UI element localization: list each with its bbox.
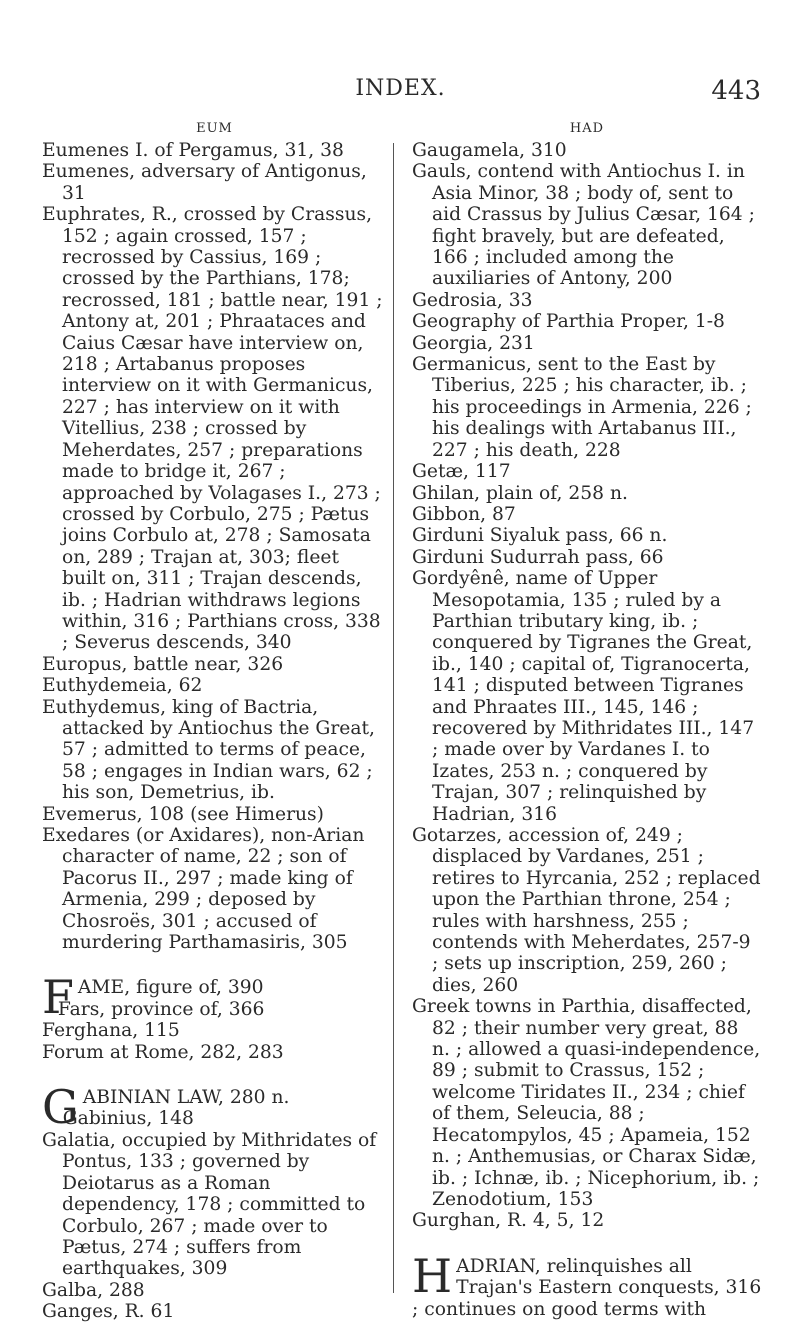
index-entry: Geography of Parthia Proper, 1-8 (412, 311, 725, 333)
column-divider (393, 143, 394, 1293)
index-entry: Euphrates, R., crossed by Crassus, 152 ; again crossed, 157 ; recrossed by Cassius, 169 ; crossed by the Parthians, 178; recrossed, 181 ; battle near, 191 ; Antony at, 201 ; Phraataces and Caius Cæsar have interview on, 218 ; Artabanus proposes interview on it with Germanicus, 227 ; has interview on it with Vitellius, 238 ; crossed by Meherdates, 257 ; preparations made to bridge it, 267 ; approached by Volagases I., 273 ; crossed by Corbulo, 275 ; Pætus joins Corbulo at, 278 ; Samosata on, 289 ; Trajan at, 303; fleet built on, 311 ; Trajan descends, ib. ; Hadrian withdraws legions within, 316 ; Parthians cross, 338 ; Severus descends, 340 (42, 204, 383, 654)
page-title: INDEX. (355, 76, 446, 101)
index-entry: Ghilan, plain of, 258 n. (412, 482, 628, 504)
index-entry: Gaugamela, 310 (412, 140, 567, 161)
drop-cap-h: H (412, 1248, 453, 1303)
right-column (412, 118, 762, 1320)
index-entry: Getæ, 117 (412, 461, 511, 483)
drop-cap-f: F (42, 970, 74, 1025)
index-entry: Ganges, R. 61 (42, 1301, 175, 1323)
index-entry: Gordyênê, name of Upper Mesopotamia, 135 ; ruled by a Parthian tributary king, ib. ; conquered by Tigranes the Great, ib., 140 ; capital of, Tigranocerta, 141 ; disputed between Tigranes and Phraates III., 145, 146 ; recovered by Mithridates III., 147 ; made over by Vardanes I. to Izates, 253 n. ; conquered by Trajan, 307 ; relinquished by Hadrian, 316 (412, 568, 755, 825)
page-header (40, 76, 761, 112)
index-entry: Euthydemeia, 62 (42, 675, 203, 697)
index-entry: Greek towns in Parthia, disaffected, 82 ; their number very great, 88 n. ; allowed a quasi-independence, 89 ; submit to Crassus, 152 ; welcome Tiridates II., 234 ; chief of them, Seleucia, 88 ; Hecatompylos, 45 ; Apameia, 152 n. ; Anthemusias, or Charax Sidæ, ib. ; Ichnæ, ib. ; Nicephorium, ib. ; Zenodotium, 153 (412, 996, 761, 1210)
index-entry: Ferghana, 115 (42, 1020, 180, 1042)
index-entry: Eumenes I. of Pergamus, 31, 38 (42, 140, 344, 161)
left-running-head: EUM (196, 121, 233, 136)
index-entry: Georgia, 231 (412, 332, 535, 354)
index-entry: Galba, 288 (42, 1279, 145, 1301)
index-entry: Euthydemus, king of Bactria, attacked by Antiochus the Great, 57 ; admitted to terms of peace, 58 ; engages in Indian wars, 62 ; his son, Demetrius, ib. (42, 696, 375, 804)
index-entry: Gotarzes, accession of, 249 ; displaced by Vardanes, 251 ; retires to Hyrcania, 252 ; replaced upon the Parthian throne, 254 ; rules with harshness, 255 ; contends with Meherdates, 257-9 ; sets up inscription, 259, 260 ; dies, 260 (412, 825, 761, 996)
index-entry: Gabinius, 148 (62, 1108, 194, 1130)
right-running-head: HAD (569, 121, 605, 136)
index-entry: Galatia, occupied by Mithridates of Pontus, 133 ; governed by Deiotarus as a Roman dependency, 178 ; committed to Corbulo, 267 ; made over to Pætus, 274 ; suffers from earthquakes, 309 (42, 1129, 377, 1280)
index-entry: Girduni Sudurrah pass, 66 (412, 546, 664, 568)
index-entry: Girduni Siyaluk pass, 66 n. (412, 525, 668, 547)
index-entry: Evemerus, 108 (see Himerus) (42, 803, 324, 825)
index-entry: Eumenes, adversary of Antigonus, 31 (42, 161, 367, 204)
index-entry: Forum at Rome, 282, 283 (42, 1041, 284, 1063)
left-column (42, 118, 387, 1323)
index-entry: Fars, province of, 366 (57, 998, 265, 1020)
drop-cap-g: G (42, 1080, 79, 1135)
page-number: 443 (711, 76, 761, 106)
section-f-first-text: AME, figure of, 390 (77, 977, 264, 999)
index-entry: Exedares (or Axidares), non-Arian character of name, 22 ; son of Pacorus II., 297 ; made king of Armenia, 299 ; deposed by Chosroës, 301 ; accused of murdering Parthamasiris, 305 (42, 825, 365, 954)
section-h-first-entry (412, 1248, 762, 1320)
index-entry: Gedrosia, 33 (412, 289, 533, 311)
section-h-first-text: ADRIAN, relinquishes all Trajan's Eastern conquests, 316 ; continues on good terms with (412, 1255, 762, 1320)
index-entry: Gauls, contend with Antiochus I. in Asia Minor, 38 ; body of, sent to aid Crassus by Julius Cæsar, 164 ; fight bravely, but are defeated, 166 ; included among the auxiliaries of Antony, 200 (412, 161, 755, 290)
section-g-first-text: ABINIAN LAW, 280 n. (82, 1087, 290, 1109)
index-entry: Gibbon, 87 (412, 503, 516, 525)
index-entry: Germanicus, sent to the East by Tiberius, 225 ; his character, ib. ; his proceedings in Armenia, 226 ; his dealings with Artabanus III., 227 ; his death, 228 (412, 354, 752, 461)
index-entry: Gurghan, R. 4, 5, 12 (412, 1210, 605, 1232)
index-entry: Europus, battle near, 326 (42, 653, 284, 675)
